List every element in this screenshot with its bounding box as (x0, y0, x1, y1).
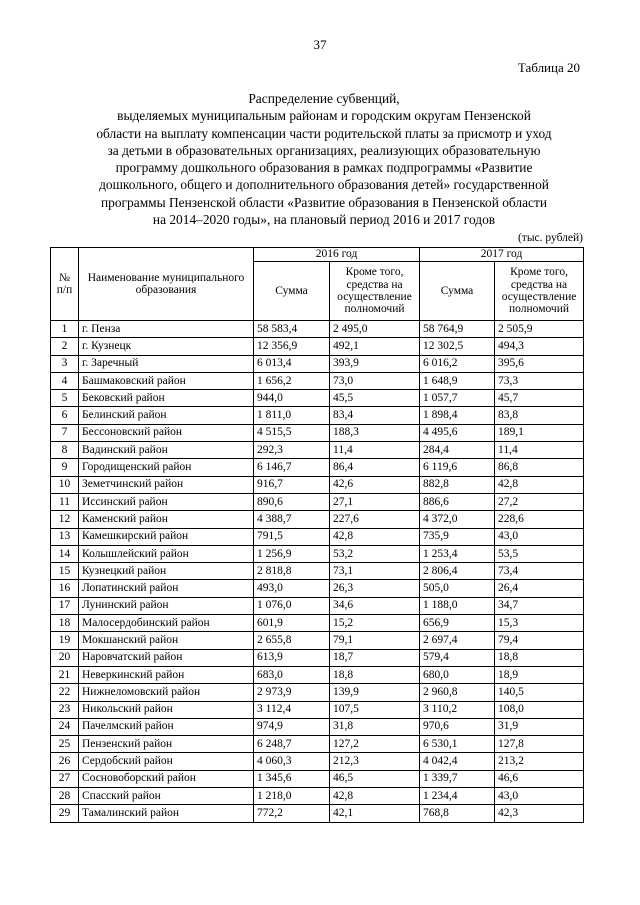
municipality-name: Наровчатский район (79, 649, 254, 666)
table-label: Таблица 20 (517, 60, 580, 75)
extra-2016: 46,5 (330, 770, 420, 787)
sum-2017: 4 372,0 (420, 511, 495, 528)
row-number: 11 (51, 493, 79, 510)
extra-2016: 83,4 (330, 407, 420, 424)
sum-2017: 505,0 (420, 580, 495, 597)
extra-2017: 15,3 (495, 615, 584, 632)
subsidy-table (50, 247, 584, 823)
sum-2016: 916,7 (254, 476, 330, 493)
municipality-name: г. Кузнецк (79, 338, 254, 355)
sum-2016: 4 060,3 (254, 753, 330, 770)
municipality-name: Тамалинский район (79, 805, 254, 822)
header-row-years (51, 248, 584, 262)
table-row (51, 736, 584, 753)
extra-2016: 42,1 (330, 805, 420, 822)
header-name: Наименование муниципального образования (79, 248, 254, 321)
title-line: программы Пензенской области «Развитие образования в Пензенской области (101, 194, 547, 210)
sum-2016: 613,9 (254, 649, 330, 666)
row-number: 25 (51, 736, 79, 753)
header-year-2017: 2017 год (420, 248, 584, 262)
row-number: 22 (51, 684, 79, 701)
row-number: 19 (51, 632, 79, 649)
row-number: 13 (51, 528, 79, 545)
municipality-name: Колышлейский район (79, 545, 254, 562)
sum-2016: 3 112,4 (254, 701, 330, 718)
table-body (51, 321, 584, 823)
municipality-name: Бековский район (79, 390, 254, 407)
extra-2017: 27,2 (495, 493, 584, 510)
table-row (51, 788, 584, 805)
extra-2017: 42,8 (495, 476, 584, 493)
row-number: 28 (51, 788, 79, 805)
extra-2017: 73,4 (495, 563, 584, 580)
sum-2017: 2 960,8 (420, 684, 495, 701)
sum-2016: 1 656,2 (254, 372, 330, 389)
municipality-name: Сосновоборский район (79, 770, 254, 787)
sum-2016: 1 076,0 (254, 597, 330, 614)
extra-2017: 46,6 (495, 770, 584, 787)
municipality-name: Неверкинский район (79, 666, 254, 683)
row-number: 23 (51, 701, 79, 718)
extra-2017: 18,9 (495, 666, 584, 683)
extra-2016: 42,6 (330, 476, 420, 493)
extra-2016: 31,8 (330, 718, 420, 735)
row-number: 6 (51, 407, 79, 424)
sum-2016: 2 818,8 (254, 563, 330, 580)
extra-2016: 107,5 (330, 701, 420, 718)
table-row (51, 753, 584, 770)
municipality-name: Мокшанский район (79, 632, 254, 649)
extra-2017: 53,5 (495, 545, 584, 562)
extra-2017: 494,3 (495, 338, 584, 355)
header-sum-2016: Сумма (254, 262, 330, 321)
table-row (51, 442, 584, 459)
extra-2017: 228,6 (495, 511, 584, 528)
row-number: 2 (51, 338, 79, 355)
table-row (51, 390, 584, 407)
extra-2017: 18,8 (495, 649, 584, 666)
row-number: 10 (51, 476, 79, 493)
extra-2017: 26,4 (495, 580, 584, 597)
extra-2017: 83,8 (495, 407, 584, 424)
extra-2016: 73,1 (330, 563, 420, 580)
extra-2016: 73,0 (330, 372, 420, 389)
header-year-2016: 2016 год (254, 248, 420, 262)
extra-2016: 15,2 (330, 615, 420, 632)
sum-2017: 1 234,4 (420, 788, 495, 805)
extra-2016: 227,6 (330, 511, 420, 528)
row-number: 1 (51, 321, 79, 338)
sum-2017: 2 697,4 (420, 632, 495, 649)
municipality-name: Белинский район (79, 407, 254, 424)
row-number: 24 (51, 718, 79, 735)
sum-2016: 1 811,0 (254, 407, 330, 424)
title-line: Распределение субвенций, (248, 91, 400, 106)
row-number: 18 (51, 615, 79, 632)
row-number: 27 (51, 770, 79, 787)
table-row (51, 649, 584, 666)
sum-2016: 2 655,8 (254, 632, 330, 649)
sum-2016: 1 345,6 (254, 770, 330, 787)
sum-2017: 1 648,9 (420, 372, 495, 389)
extra-2017: 11,4 (495, 442, 584, 459)
extra-2016: 27,1 (330, 493, 420, 510)
sum-2017: 6 119,6 (420, 459, 495, 476)
municipality-name: Иссинский район (79, 493, 254, 510)
extra-2017: 45,7 (495, 390, 584, 407)
municipality-name: Городищенский район (79, 459, 254, 476)
row-number: 26 (51, 753, 79, 770)
table-row (51, 563, 584, 580)
municipality-name: Вадинский район (79, 442, 254, 459)
municipality-name: Камешкирский район (79, 528, 254, 545)
extra-2017: 43,0 (495, 788, 584, 805)
extra-2016: 86,4 (330, 459, 420, 476)
title-line: области на выплату компенсации части родительской платы за присмотр и уход (96, 125, 552, 141)
extra-2017: 79,4 (495, 632, 584, 649)
municipality-name: Лунинский район (79, 597, 254, 614)
extra-2016: 139,9 (330, 684, 420, 701)
sum-2017: 768,8 (420, 805, 495, 822)
table-row (51, 545, 584, 562)
table-row (51, 424, 584, 441)
row-number: 16 (51, 580, 79, 597)
title-line: выделяемых муниципальным районам и городским округам Пензенской (117, 108, 531, 124)
sum-2017: 1 188,0 (420, 597, 495, 614)
sum-2016: 6 248,7 (254, 736, 330, 753)
row-number: 3 (51, 355, 79, 372)
extra-2016: 393,9 (330, 355, 420, 372)
sum-2017: 656,9 (420, 615, 495, 632)
extra-2016: 18,8 (330, 666, 420, 683)
table-row (51, 684, 584, 701)
extra-2017: 2 505,9 (495, 321, 584, 338)
sum-2016: 4 388,7 (254, 511, 330, 528)
sum-2017: 4 042,4 (420, 753, 495, 770)
sum-2017: 1 898,4 (420, 407, 495, 424)
header-number: № п/п (51, 248, 79, 321)
sum-2016: 6 013,4 (254, 355, 330, 372)
sum-2017: 579,4 (420, 649, 495, 666)
extra-2016: 45,5 (330, 390, 420, 407)
sum-2016: 944,0 (254, 390, 330, 407)
table-row (51, 770, 584, 787)
extra-2016: 42,8 (330, 528, 420, 545)
table-row (51, 615, 584, 632)
sum-2016: 2 973,9 (254, 684, 330, 701)
row-number: 17 (51, 597, 79, 614)
sum-2016: 58 583,4 (254, 321, 330, 338)
sum-2017: 735,9 (420, 528, 495, 545)
header-sum-2017: Сумма (420, 262, 495, 321)
municipality-name: Лопатинский район (79, 580, 254, 597)
sum-2016: 974,9 (254, 718, 330, 735)
sum-2016: 493,0 (254, 580, 330, 597)
municipality-name: Каменский район (79, 511, 254, 528)
sum-2016: 1 256,9 (254, 545, 330, 562)
extra-2017: 140,5 (495, 684, 584, 701)
table-row (51, 580, 584, 597)
table-row (51, 338, 584, 355)
page-number: 37 (313, 37, 327, 52)
row-number: 8 (51, 442, 79, 459)
table-row (51, 511, 584, 528)
municipality-name: Малосердобинский район (79, 615, 254, 632)
extra-2017: 395,6 (495, 355, 584, 372)
extra-2016: 79,1 (330, 632, 420, 649)
sum-2017: 58 764,9 (420, 321, 495, 338)
sum-2016: 12 356,9 (254, 338, 330, 355)
sum-2016: 890,6 (254, 493, 330, 510)
extra-2017: 108,0 (495, 701, 584, 718)
sum-2016: 683,0 (254, 666, 330, 683)
row-number: 5 (51, 390, 79, 407)
municipality-name: г. Пенза (79, 321, 254, 338)
sum-2017: 12 302,5 (420, 338, 495, 355)
municipality-name: Бессоновский район (79, 424, 254, 441)
sum-2017: 6 016,2 (420, 355, 495, 372)
table-row (51, 718, 584, 735)
extra-2016: 42,8 (330, 788, 420, 805)
extra-2017: 189,1 (495, 424, 584, 441)
extra-2017: 43,0 (495, 528, 584, 545)
sum-2017: 3 110,2 (420, 701, 495, 718)
extra-2017: 73,3 (495, 372, 584, 389)
table-row (51, 407, 584, 424)
table-row (51, 666, 584, 683)
sum-2017: 970,6 (420, 718, 495, 735)
title-line: программу дошкольного образования в рамках подпрограммы «Развитие (115, 160, 533, 176)
table-row (51, 372, 584, 389)
row-number: 4 (51, 372, 79, 389)
row-number: 14 (51, 545, 79, 562)
row-number: 7 (51, 424, 79, 441)
title-line: дошкольного, общего и дополнительного образования детей» государственной (99, 177, 549, 193)
sum-2016: 772,2 (254, 805, 330, 822)
table-row (51, 321, 584, 338)
sum-2016: 4 515,5 (254, 424, 330, 441)
extra-2016: 492,1 (330, 338, 420, 355)
extra-2016: 2 495,0 (330, 321, 420, 338)
sum-2016: 1 218,0 (254, 788, 330, 805)
row-number: 29 (51, 805, 79, 822)
row-number: 9 (51, 459, 79, 476)
sum-2017: 680,0 (420, 666, 495, 683)
table-row (51, 701, 584, 718)
table-row (51, 805, 584, 822)
extra-2016: 11,4 (330, 442, 420, 459)
extra-2016: 127,2 (330, 736, 420, 753)
extra-2016: 53,2 (330, 545, 420, 562)
municipality-name: Сердобский район (79, 753, 254, 770)
sum-2017: 882,8 (420, 476, 495, 493)
sum-2017: 2 806,4 (420, 563, 495, 580)
extra-2017: 86,8 (495, 459, 584, 476)
table-row (51, 528, 584, 545)
units-label: (тыс. рублей) (517, 232, 583, 244)
sum-2016: 601,9 (254, 615, 330, 632)
municipality-name: Нижнеломовский район (79, 684, 254, 701)
header-extra-2016: Кроме того, средства на осуществление полномочий (330, 262, 420, 321)
table-row (51, 597, 584, 614)
sum-2017: 4 495,6 (420, 424, 495, 441)
sum-2017: 886,6 (420, 493, 495, 510)
extra-2017: 31,9 (495, 718, 584, 735)
extra-2016: 188,3 (330, 424, 420, 441)
sum-2017: 284,4 (420, 442, 495, 459)
header-extra-2017: Кроме того, средства на осуществление полномочий (495, 262, 584, 321)
extra-2016: 34,6 (330, 597, 420, 614)
extra-2016: 212,3 (330, 753, 420, 770)
table-row (51, 459, 584, 476)
municipality-name: г. Заречный (79, 355, 254, 372)
municipality-name: Земетчинский район (79, 476, 254, 493)
municipality-name: Никольский район (79, 701, 254, 718)
title-line: на 2014–2020 годы», на плановый период 2016 и 2017 годов (152, 212, 496, 228)
municipality-name: Спасский район (79, 788, 254, 805)
sum-2017: 1 339,7 (420, 770, 495, 787)
municipality-name: Башмаковский район (79, 372, 254, 389)
sum-2017: 1 057,7 (420, 390, 495, 407)
table-row (51, 493, 584, 510)
row-number: 15 (51, 563, 79, 580)
extra-2017: 42,3 (495, 805, 584, 822)
sum-2017: 6 530,1 (420, 736, 495, 753)
sum-2016: 292,3 (254, 442, 330, 459)
table-row (51, 476, 584, 493)
extra-2016: 18,7 (330, 649, 420, 666)
row-number: 20 (51, 649, 79, 666)
municipality-name: Пачелмский район (79, 718, 254, 735)
extra-2016: 26,3 (330, 580, 420, 597)
table-row (51, 355, 584, 372)
row-number: 21 (51, 666, 79, 683)
sum-2016: 791,5 (254, 528, 330, 545)
table-row (51, 632, 584, 649)
municipality-name: Пензенский район (79, 736, 254, 753)
title-line: за детьми в образовательных организациях, реализующих образовательную (107, 142, 541, 158)
document-title (62, 90, 586, 228)
municipality-name: Кузнецкий район (79, 563, 254, 580)
sum-2017: 1 253,4 (420, 545, 495, 562)
row-number: 12 (51, 511, 79, 528)
extra-2017: 127,8 (495, 736, 584, 753)
extra-2017: 34,7 (495, 597, 584, 614)
sum-2016: 6 146,7 (254, 459, 330, 476)
extra-2017: 213,2 (495, 753, 584, 770)
